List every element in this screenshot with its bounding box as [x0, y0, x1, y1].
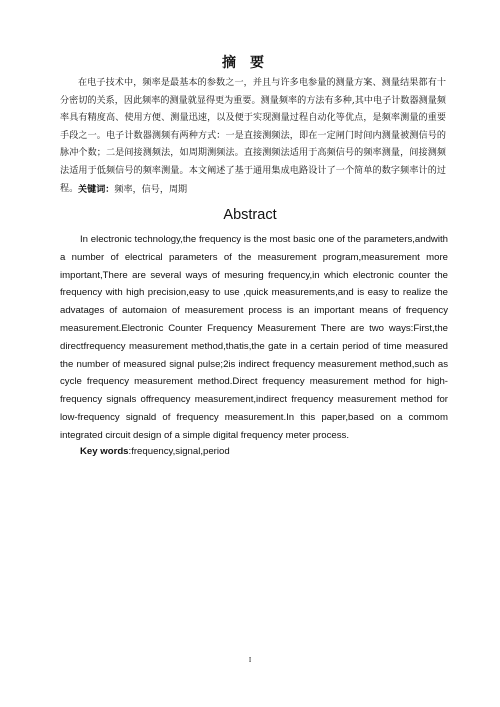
chinese-keywords-value: 频率，信号，周期: [114, 185, 188, 195]
english-abstract-title: Abstract: [223, 207, 277, 223]
english-keywords-label: Key words: [80, 446, 129, 457]
english-keywords-value: :frequency,signal,period: [128, 446, 230, 457]
english-abstract-body: In electronic technology,the frequency is the most basic one of the parameters,andwith a number of electrical parameters of the measurement program,measurement more important,There are several ways of mesuring frequency,in which electronic counter the frequency with high precision,easy to use ,quick measurements,and is easy to realize the advatages of automaion of measurement process is an important means of frequency measurement.Electronic Counter Frequency Measurement There are two ways:First,the directfrequency measurement method,thatis,the gate in a certain period of time measured the number of measured signal pulse;2is indirect frequency measurement method,such as cycle frequency measurement method.Direct frequency measurement method for high-frequency signals offrequency measurement,indirect frequency measurement method for low-frequency signald of frequency measurement.In this paper,based on a commom integrated circuit design of a simple digital frequency meter process.: [60, 234, 448, 441]
chinese-abstract-title: 摘要: [222, 55, 278, 71]
page-number: I: [248, 656, 252, 664]
chinese-keywords-label: 关键词：: [78, 185, 115, 195]
chinese-keywords: [78, 183, 187, 197]
english-keywords: [80, 445, 230, 459]
chinese-abstract-body: 在电子技术中，频率是最基本的参数之一，并且与许多电参量的测量方案、测量结果都有十分密切的关系，因此频率的测量就显得更为重要。测量频率的方法有多种,其中电子计数器测量频率具有精度高、使用方便、测量迅速，以及便于实现测量过程自动化等优点，是频率测量的重要手段之一。电子计数器测频有两种方式：一是直接测频法，即在一定闸门时间内测量被测信号的脉冲个数；二是间接测频法，如周期测频法。直接测频法适用于高频信号的频率测量，间接测频法适用于低频信号的频率测量。本文阐述了基于通用集成电路设计了一个简单的数字频率计的过程。: [60, 78, 446, 194]
